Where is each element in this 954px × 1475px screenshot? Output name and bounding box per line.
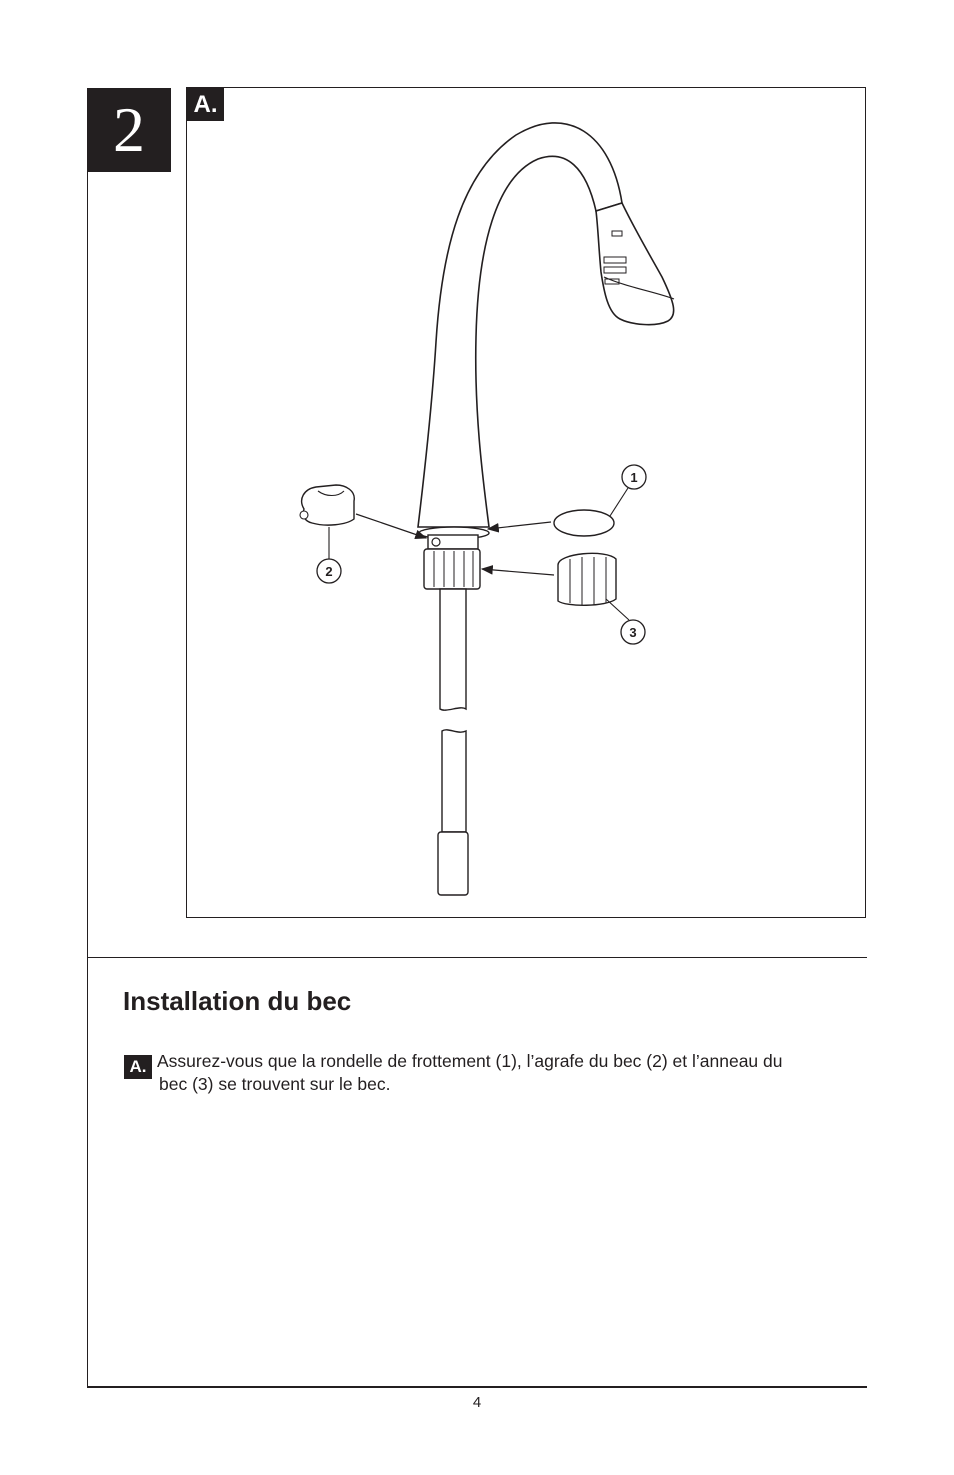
svg-text:3: 3 bbox=[629, 625, 637, 640]
arrow-washer-to-spout bbox=[488, 522, 551, 529]
footer-divider bbox=[87, 1386, 867, 1388]
splined-nut bbox=[424, 549, 480, 589]
arrow-ring-to-nut bbox=[482, 569, 554, 575]
callout-2 bbox=[317, 559, 341, 583]
step-number-badge: 2 bbox=[87, 88, 171, 172]
shank-pipe-lower bbox=[442, 730, 466, 832]
svg-text:2: 2 bbox=[325, 564, 333, 579]
arrow-clip-to-spout bbox=[356, 514, 426, 538]
instruction-line-2: bec (3) se trouvent sur le bec. bbox=[159, 1074, 391, 1094]
section-divider bbox=[87, 957, 867, 958]
leader-callout-3 bbox=[606, 599, 629, 620]
friction-washer-part-1 bbox=[554, 510, 614, 536]
page-number: 4 bbox=[472, 1394, 482, 1411]
page-frame-left-rule bbox=[87, 88, 88, 1388]
callout-1 bbox=[622, 465, 646, 489]
faucet-spout-diagram bbox=[186, 87, 866, 918]
spout-clip-part-2 bbox=[302, 485, 355, 525]
spray-head bbox=[596, 203, 674, 325]
shank-pipe-upper bbox=[440, 589, 466, 710]
svg-text:1: 1 bbox=[630, 470, 638, 485]
section-title: Installation du bec bbox=[123, 986, 352, 1016]
collar-pin bbox=[432, 538, 440, 546]
figure-label-a: A. bbox=[187, 88, 224, 121]
instruction-line-1: Assurez-vous que la rondelle de frottement (1), l’agrafe du bec (2) et l’anneau du bbox=[157, 1051, 783, 1071]
instruction-letter-badge: A. bbox=[124, 1055, 152, 1079]
callout-3 bbox=[621, 620, 645, 644]
instruction-text bbox=[157, 1050, 857, 1096]
spout-body bbox=[418, 123, 622, 527]
shank-end-fitting bbox=[438, 832, 468, 895]
leader-callout-1 bbox=[610, 488, 628, 516]
spout-clip-pin bbox=[300, 511, 308, 519]
spout-ring-part-3 bbox=[558, 553, 616, 605]
